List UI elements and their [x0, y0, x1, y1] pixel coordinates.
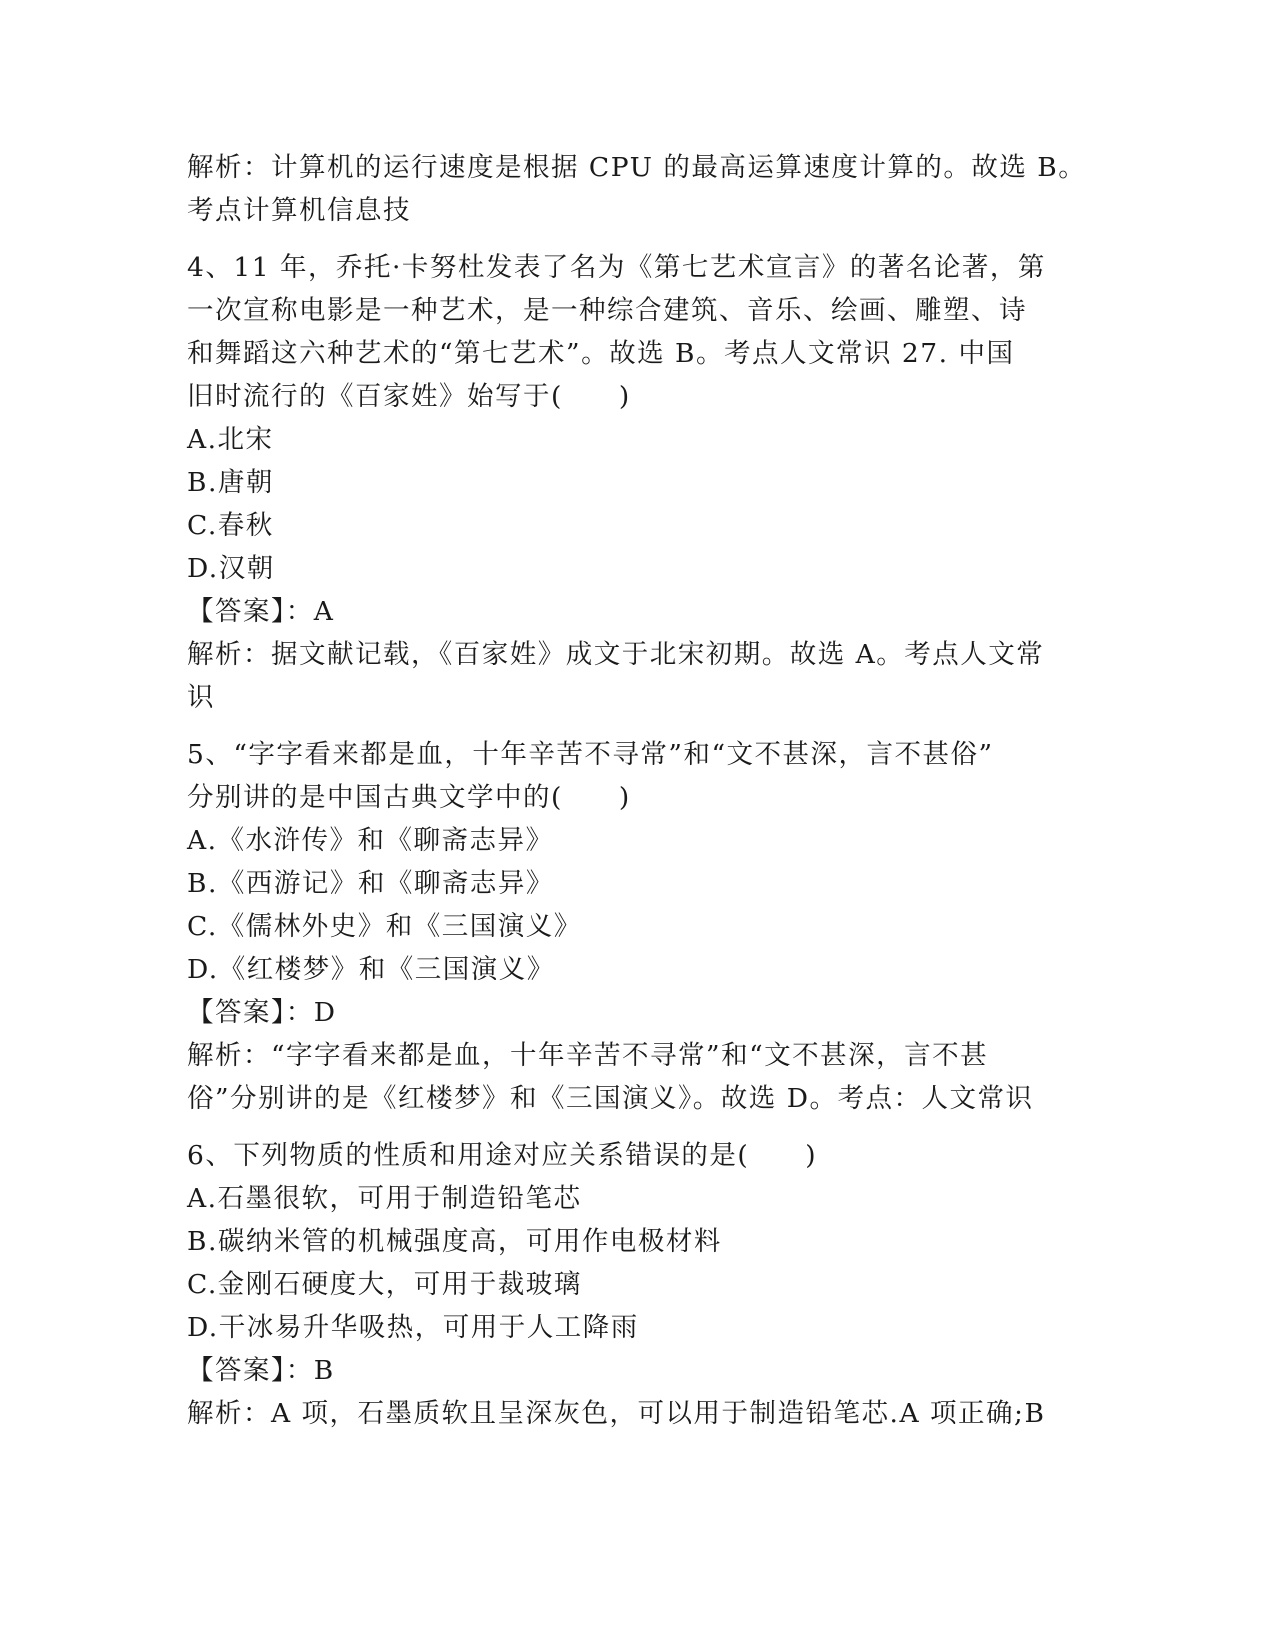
question-text: 6、下列物质的性质和用途对应关系错误的是( ) [187, 1140, 818, 1171]
answer: 【答案】：A [187, 596, 335, 627]
text-line: 考点计算机信息技 [187, 195, 411, 226]
question-6 [187, 1134, 1087, 1435]
option-b: B.唐朝 [187, 467, 274, 498]
explanation: 解析：据文献记载，《百家姓》成文于北宋初期。故选 A。考点人文常 [187, 639, 1045, 670]
option-b: B.《西游记》和《聊斋志异》 [187, 868, 554, 899]
explanation: 解析：A 项，石墨质软且呈深灰色，可以用于制造铅笔芯.A 项正确;B [187, 1398, 1046, 1429]
option-c: C.金刚石硬度大，可用于裁玻璃 [187, 1269, 582, 1300]
option-c: C.春秋 [187, 510, 274, 541]
question-text: 分别讲的是中国古典文学中的( ) [187, 782, 631, 813]
explanation: 识 [187, 682, 215, 713]
explanation-block [187, 146, 1087, 232]
explanation: 俗”分别讲的是《红楼梦》和《三国演义》。故选 D。考点：人文常识 [187, 1083, 1034, 1114]
question-text: 5、“字字看来都是血，十年辛苦不寻常”和“文不甚深，言不甚俗” [187, 739, 994, 770]
question-text: 一次宣称电影是一种艺术，是一种综合建筑、音乐、绘画、雕塑、诗 [187, 295, 1027, 326]
answer: 【答案】：B [187, 1355, 335, 1386]
question-text: 旧时流行的《百家姓》始写于( ) [187, 381, 631, 412]
option-d: D.《红楼梦》和《三国演义》 [187, 954, 555, 985]
option-d: D.汉朝 [187, 553, 275, 584]
question-5 [187, 733, 1087, 1120]
question-text: 4、11 年，乔托·卡努杜发表了名为《第七艺术宣言》的著名论著，第 [187, 252, 1046, 283]
answer: 【答案】：D [187, 997, 337, 1028]
option-a: A.石墨很软，可用于制造铅笔芯 [187, 1183, 582, 1214]
option-a: A.《水浒传》和《聊斋志异》 [187, 825, 554, 856]
option-d: D.干冰易升华吸热，可用于人工降雨 [187, 1312, 639, 1343]
question-text: 和舞蹈这六种艺术的“第七艺术”。故选 B。考点人文常识 27. 中国 [187, 338, 1015, 369]
option-b: B.碳纳米管的机械强度高，可用作电极材料 [187, 1226, 722, 1257]
explanation: 解析：“字字看来都是血，十年辛苦不寻常”和“文不甚深，言不甚 [187, 1040, 989, 1071]
text-line: 解析：计算机的运行速度是根据 CPU 的最高运算速度计算的。故选 B。 [187, 152, 1087, 183]
document-body [187, 146, 1087, 1435]
question-4 [187, 246, 1087, 719]
option-a: A.北宋 [187, 424, 274, 455]
option-c: C.《儒林外史》和《三国演义》 [187, 911, 582, 942]
